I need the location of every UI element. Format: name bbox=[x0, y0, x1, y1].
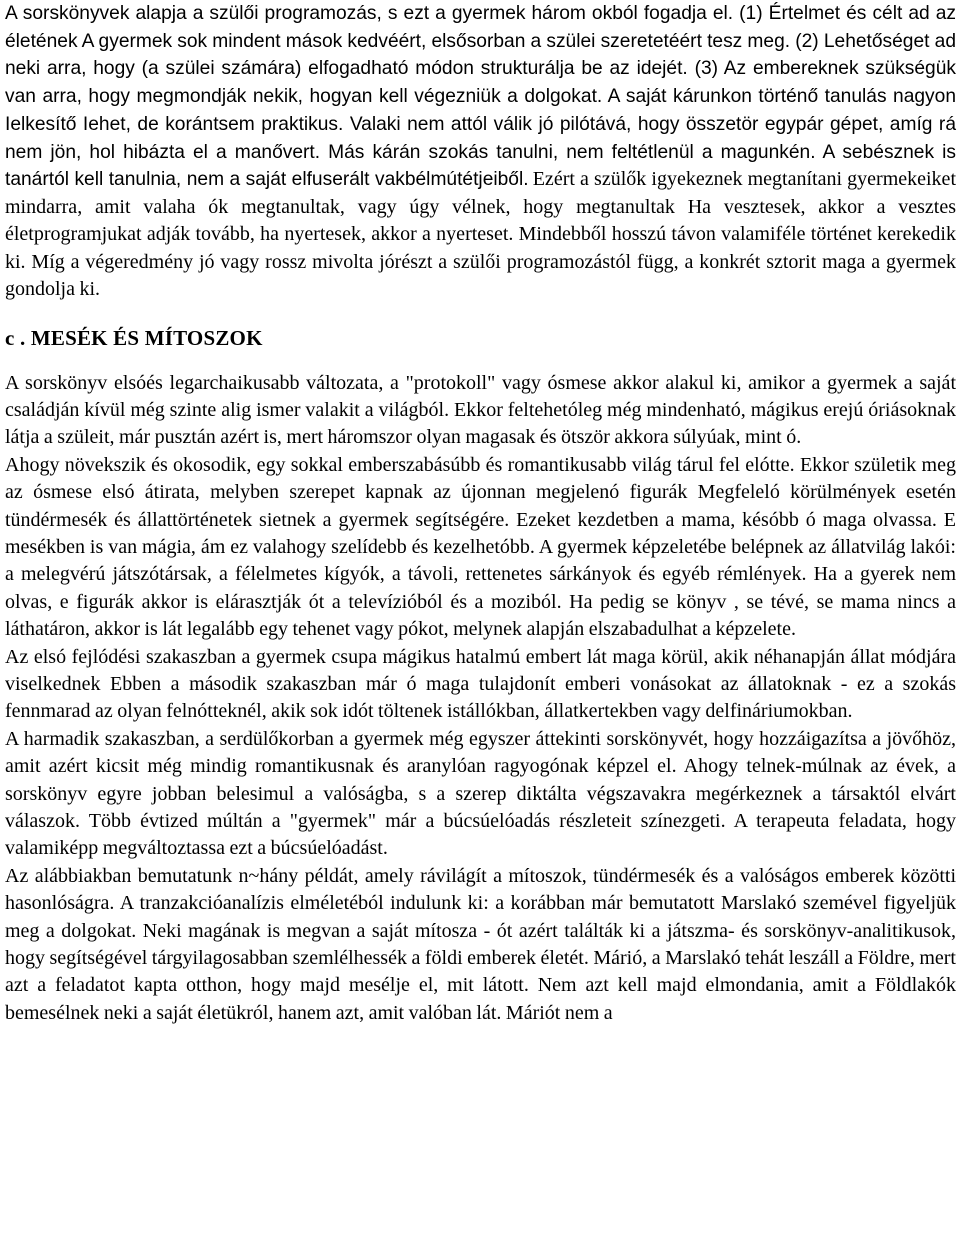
section-heading: c . MESÉK ÉS MÍTOSZOK bbox=[5, 325, 263, 350]
intro-sans-text: A sorskönyvek alapja a szülői programozás, s ezt a gyermek három okból fogadja el. (1) Értelmet és célt ad az életének A gyermek sok mindent mások kedvéért, elsősorban a szülei szeretetéért tesz meg. (2) Lehetőséget ad neki arra, hogy (a szülei számára) elfogadható módon strukturálja be az idejét. (3) Az embereknek szükségük van arra, hogy megmondják nekik, hogyan kell végezniük a dolgokat. A saját kárunkon történő tanulás nagyon Ielkesítő Iehet, de korántsem praktikus. Valaki nem attól válik jó pilótává, hogy összetör egypár gépet, amíg rá nem jön, hol hibázta el a manővert. Más kárán szokás tanulni, nem feltétlenül a magunkén. A sebésznek is tanártól kell tanulnia, nem a saját elfuserált vakbélmútétjeiből. bbox=[5, 3, 956, 191]
document-page bbox=[5, 0, 956, 1027]
body-text bbox=[5, 370, 956, 1028]
intro-paragraph bbox=[5, 0, 956, 304]
paragraph-5: Az alábbiakban bemutatunk n~hány példát, amely rávilágít a mítoszok, tündérmesék és a valóságos emberek közötti hasonlóságra. A tranzakcióanalízis elméletéból indulunk ki: a korábban már bemutatott Marslakó szemével figyeljük meg a dolgokat. Neki magának is megvan a saját mítosza - ót azért találták ki a játszma- és sorskönyv-analitikusok, hogy segítségével tárgyilagosabban szemlélhessék a földi emberek életét. Márió, a Marslakó tehát leszáll a Földre, mert azt a feladatot kapta otthon, hogy majd mesélje el, mit látott. Nem azt kell majd elmondania, amit a Földlakók bemesélnek neki a saját életükról, hanem azt, amit valóban lát. Máriót nem a bbox=[5, 864, 956, 1024]
paragraph-3: Az elsó fejlódési szakaszban a gyermek csupa mágikus hatalmú embert lát maga körül, akik néhanapján állat módjára viselkednek Ebben a második szakaszban már ó maga tulajdonít emberi vonásokat az állatoknak - ez a szokás fennmarad az olyan felnótteknél, akik sok idót töltenek istállókban, állatkertekben vagy delfináriumokban. bbox=[5, 645, 956, 723]
paragraph-2: Ahogy növekszik és okosodik, egy sokkal emberszabásúbb és romantikusabb világ tárul fel elótte. Ekkor születik meg az ósmese elsó átirata, melyben szerepet kapnak az újonnan megjelenó figurák Megfeleló körülmények esetén tündérmesék és állattörténetek sietnek a gyermek segítségére. Ezeket kezdetben a mama, késóbb ó maga olvassa. E mesékben is van mágia, ám ez valahogy szelídebb és kezelhetóbb. A gyermek képzeletébe belépnek az állatvilág lakói: a melegvérú játszótársak, a félelmetes kígyók, a távoli, rettenetes sárkányok és egyéb rémlények. Ha a gyerek nem olvas, e figurák akkor is elárasztják ót a televízióból és a moziból. Ha pedig se könyv , se tévé, se mama nincs a láthatáron, akkor is lát legalább egy tehenet vagy pókot, melynek alapján elszabadulhat a képzelete. bbox=[5, 453, 956, 641]
paragraph-1: A sorskönyv elsóés legarchaikusabb változata, a "protokoll" vagy ósmese akkor alakul ki, amikor a gyermek a saját családján kívül még szinte alig ismer valakit a világból. Ekkor feltehetóleg még mindenható, mágikus erejú óriásoknak látja a szüleit, már pusztán azért is, mert háromszor olyan magasak és ötször akkora súlyúak, mint ó. bbox=[5, 371, 956, 449]
intro-serif-text: Ezért a szülők igyekeznek megtanítani gyermekeiket mindarra, amit valaha ók megtanultak, vagy úgy vélnek, hogy megtanultak Ha vesztesek, akkor a vesztes életprogramjukat adják tovább, ha nyertesek, akkor a nyerteset. Mindebből hosszú távon valamiféle történet kerekedik ki. Míg a végeredmény jó vagy rossz mivolta jórészt a szülői programozástól függ, a konkrét sztorit maga a gyermek gondolja ki. bbox=[5, 168, 956, 301]
paragraph-4: A harmadik szakaszban, a serdülőkorban a gyermek még egyszer áttekinti sorskönyvét, hogy hozzáigazítsa a jövőhöz, amit azért kicsit még mindig romantikusnak és aranylóan ragyogónak képzel el. Ahogy telnek-múlnak az évek, a sorskönyv egyre jobban belesimul a valóságba, s a szerep diktálta végszavakra megérkeznek a társaktól elvárt válaszok. Több évtized múltán a "gyermek" már a búcsúelóadás részleteit színezgeti. A terapeuta feladata, hogy valamiképp megváltoztassa ezt a búcsúelóadást. bbox=[5, 727, 956, 860]
